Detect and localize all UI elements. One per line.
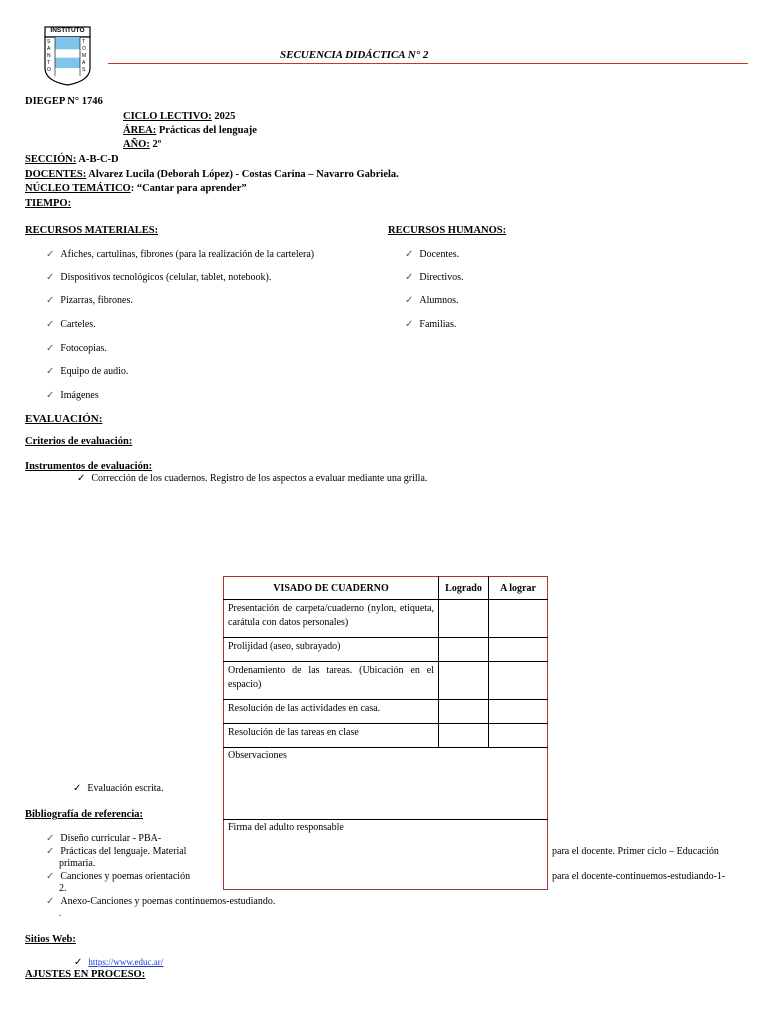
logrado-cell[interactable] — [439, 662, 489, 700]
docentes — [25, 169, 399, 180]
row-description: Prolijidad (aseo, subrayado) — [224, 638, 439, 662]
check-icon: ✓ — [46, 366, 55, 377]
bib-item2-cont: primaria. — [59, 858, 96, 869]
list-item: ✓ Pizarras, fibrones. — [46, 295, 133, 306]
list-item: ✓ Evaluación escrita. — [73, 783, 164, 794]
check-icon: ✓ — [46, 343, 55, 354]
logo-top-text: INSTITUTO — [50, 27, 85, 34]
criterios-heading: Criterios de evaluación: — [25, 436, 133, 447]
table-row — [224, 724, 548, 748]
table-header-row — [224, 577, 548, 600]
ciclo-lectivo — [123, 111, 235, 122]
visado-cuaderno-table — [223, 576, 548, 890]
seccion — [25, 154, 119, 165]
check-icon: ✓ — [405, 272, 414, 283]
header-divider — [108, 63, 748, 64]
a-lograr-cell[interactable] — [489, 638, 548, 662]
table-row — [224, 638, 548, 662]
row-description: Ordenamiento de las tareas. (Ubicación en el espacio) — [224, 662, 439, 700]
logo-right-letters: T O M A S — [82, 39, 87, 73]
a-lograr-cell[interactable] — [489, 724, 548, 748]
list-item: ✓ Diseño curricular - PBA- — [46, 833, 162, 844]
nucleo-value: : “Cantar para aprender” — [130, 183, 247, 194]
table-row — [224, 700, 548, 724]
check-icon: ✓ — [74, 957, 83, 968]
check-icon: ✓ — [405, 295, 414, 306]
logrado-cell[interactable] — [439, 638, 489, 662]
ciclo-label: CICLO LECTIVO: — [123, 111, 212, 122]
check-icon: ✓ — [46, 896, 55, 907]
list-item: ✓ Corrección de los cuadernos. Registro de los aspectos a evaluar mediante una grilla. — [77, 473, 428, 484]
list-item: ✓ Alumnos. — [405, 295, 459, 306]
seccion-label: SECCIÓN: — [25, 154, 77, 165]
logrado-cell[interactable] — [439, 724, 489, 748]
ajustes-heading: AJUSTES EN PROCESO: — [25, 969, 146, 980]
list-item: ✓ Dispositivos tecnológicos (celular, tablet, notebook). — [46, 272, 272, 283]
table-row — [224, 600, 548, 638]
check-icon: ✓ — [46, 249, 55, 260]
bib-item3-cont: 2. — [59, 883, 67, 894]
row-description: Presentación de carpeta/cuaderno (nylon, etiqueta, carátula con datos personales) — [224, 600, 439, 638]
docentes-value: Alvarez Lucila (Deborah López) - Costas Carina – Navarro Gabriela. — [86, 169, 399, 180]
a-lograr-cell[interactable] — [489, 662, 548, 700]
list-item: ✓ Carteles. — [46, 319, 96, 330]
check-icon: ✓ — [46, 295, 55, 306]
table-row — [224, 820, 548, 890]
table-row — [224, 662, 548, 700]
anio-label: AÑO: — [123, 139, 150, 150]
list-item: ✓ Equipo de audio. — [46, 366, 129, 377]
check-icon: ✓ — [46, 390, 55, 401]
logo-left-letters: S A N T O — [47, 39, 51, 73]
area-value: Prácticas del lenguaje — [156, 125, 257, 136]
header-logrado: Logrado — [439, 577, 489, 600]
a-lograr-cell[interactable] — [489, 700, 548, 724]
anio-value: 2º — [149, 139, 162, 150]
diegep-number: DIEGEP N° 1746 — [25, 96, 103, 107]
bib-dot: . — [59, 908, 62, 918]
row-description: Resolución de las tareas en clase — [224, 724, 439, 748]
check-icon: ✓ — [73, 783, 82, 794]
recursos-humanos-heading: RECURSOS HUMANOS: — [388, 225, 507, 236]
recursos-materiales-heading: RECURSOS MATERIALES: — [25, 225, 159, 236]
list-item: ✓ Canciones y poemas orientación — [46, 871, 191, 882]
check-icon: ✓ — [405, 319, 414, 330]
nucleo-label: NÚCLEO TEMÁTICO — [25, 183, 131, 194]
logrado-cell[interactable] — [439, 700, 489, 724]
anio — [123, 139, 161, 150]
firma-cell[interactable]: Firma del adulto responsable — [224, 820, 548, 890]
check-icon: ✓ — [46, 871, 55, 882]
ciclo-value: 2025 — [211, 111, 236, 122]
sitios-web-heading: Sitios Web: — [25, 934, 76, 945]
list-item: ✓ Familias. — [405, 319, 457, 330]
bib-item2-right: para el docente. Primer ciclo – Educación — [552, 846, 719, 857]
educ-ar-link[interactable]: https://www.educ.ar/ — [88, 957, 164, 967]
check-icon: ✓ — [46, 272, 55, 283]
list-item: ✓ Prácticas del lenguaje. Material — [46, 846, 187, 857]
header-a-lograr: A lograr — [489, 577, 548, 600]
a-lograr-cell[interactable] — [489, 600, 548, 638]
list-item: ✓ Imágenes — [46, 390, 99, 401]
seccion-value: A-B-C-D — [76, 154, 119, 165]
institute-logo — [44, 26, 91, 86]
check-icon: ✓ — [46, 846, 55, 857]
check-icon: ✓ — [46, 833, 55, 844]
check-icon: ✓ — [46, 319, 55, 330]
nucleo-tematico — [25, 183, 247, 194]
list-item — [74, 957, 163, 968]
instrumentos-heading: Instrumentos de evaluación: — [25, 461, 153, 472]
list-item: ✓ Directivos. — [405, 272, 464, 283]
table-row — [224, 748, 548, 820]
tiempo-label: TIEMPO: — [25, 198, 72, 209]
header-visado: VISADO DE CUADERNO — [224, 577, 439, 600]
list-item: ✓ Anexo-Canciones y poemas continuemos-estudiando. — [46, 896, 276, 907]
logrado-cell[interactable] — [439, 600, 489, 638]
bibliografia-heading: Bibliografía de referencia: — [25, 809, 144, 820]
docentes-label: DOCENTES: — [25, 169, 87, 180]
area — [123, 125, 257, 136]
bib-item3-right: para el docente-continuemos-estudiando-1- — [552, 871, 726, 882]
area-label: ÁREA: — [123, 125, 157, 136]
check-icon: ✓ — [77, 473, 86, 484]
page-title: SECUENCIA DIDÁCTICA N° 2 — [280, 49, 429, 61]
evaluacion-heading: EVALUACIÓN: — [25, 413, 103, 425]
check-icon: ✓ — [405, 249, 414, 260]
list-item: ✓ Fotocopias. — [46, 343, 107, 354]
list-item: ✓ Afiches, cartulinas, fibrones (para la realización de la cartelera) — [46, 249, 315, 260]
list-item: ✓ Docentes. — [405, 249, 460, 260]
observaciones-cell[interactable]: Observaciones — [224, 748, 548, 820]
row-description: Resolución de las actividades en casa. — [224, 700, 439, 724]
